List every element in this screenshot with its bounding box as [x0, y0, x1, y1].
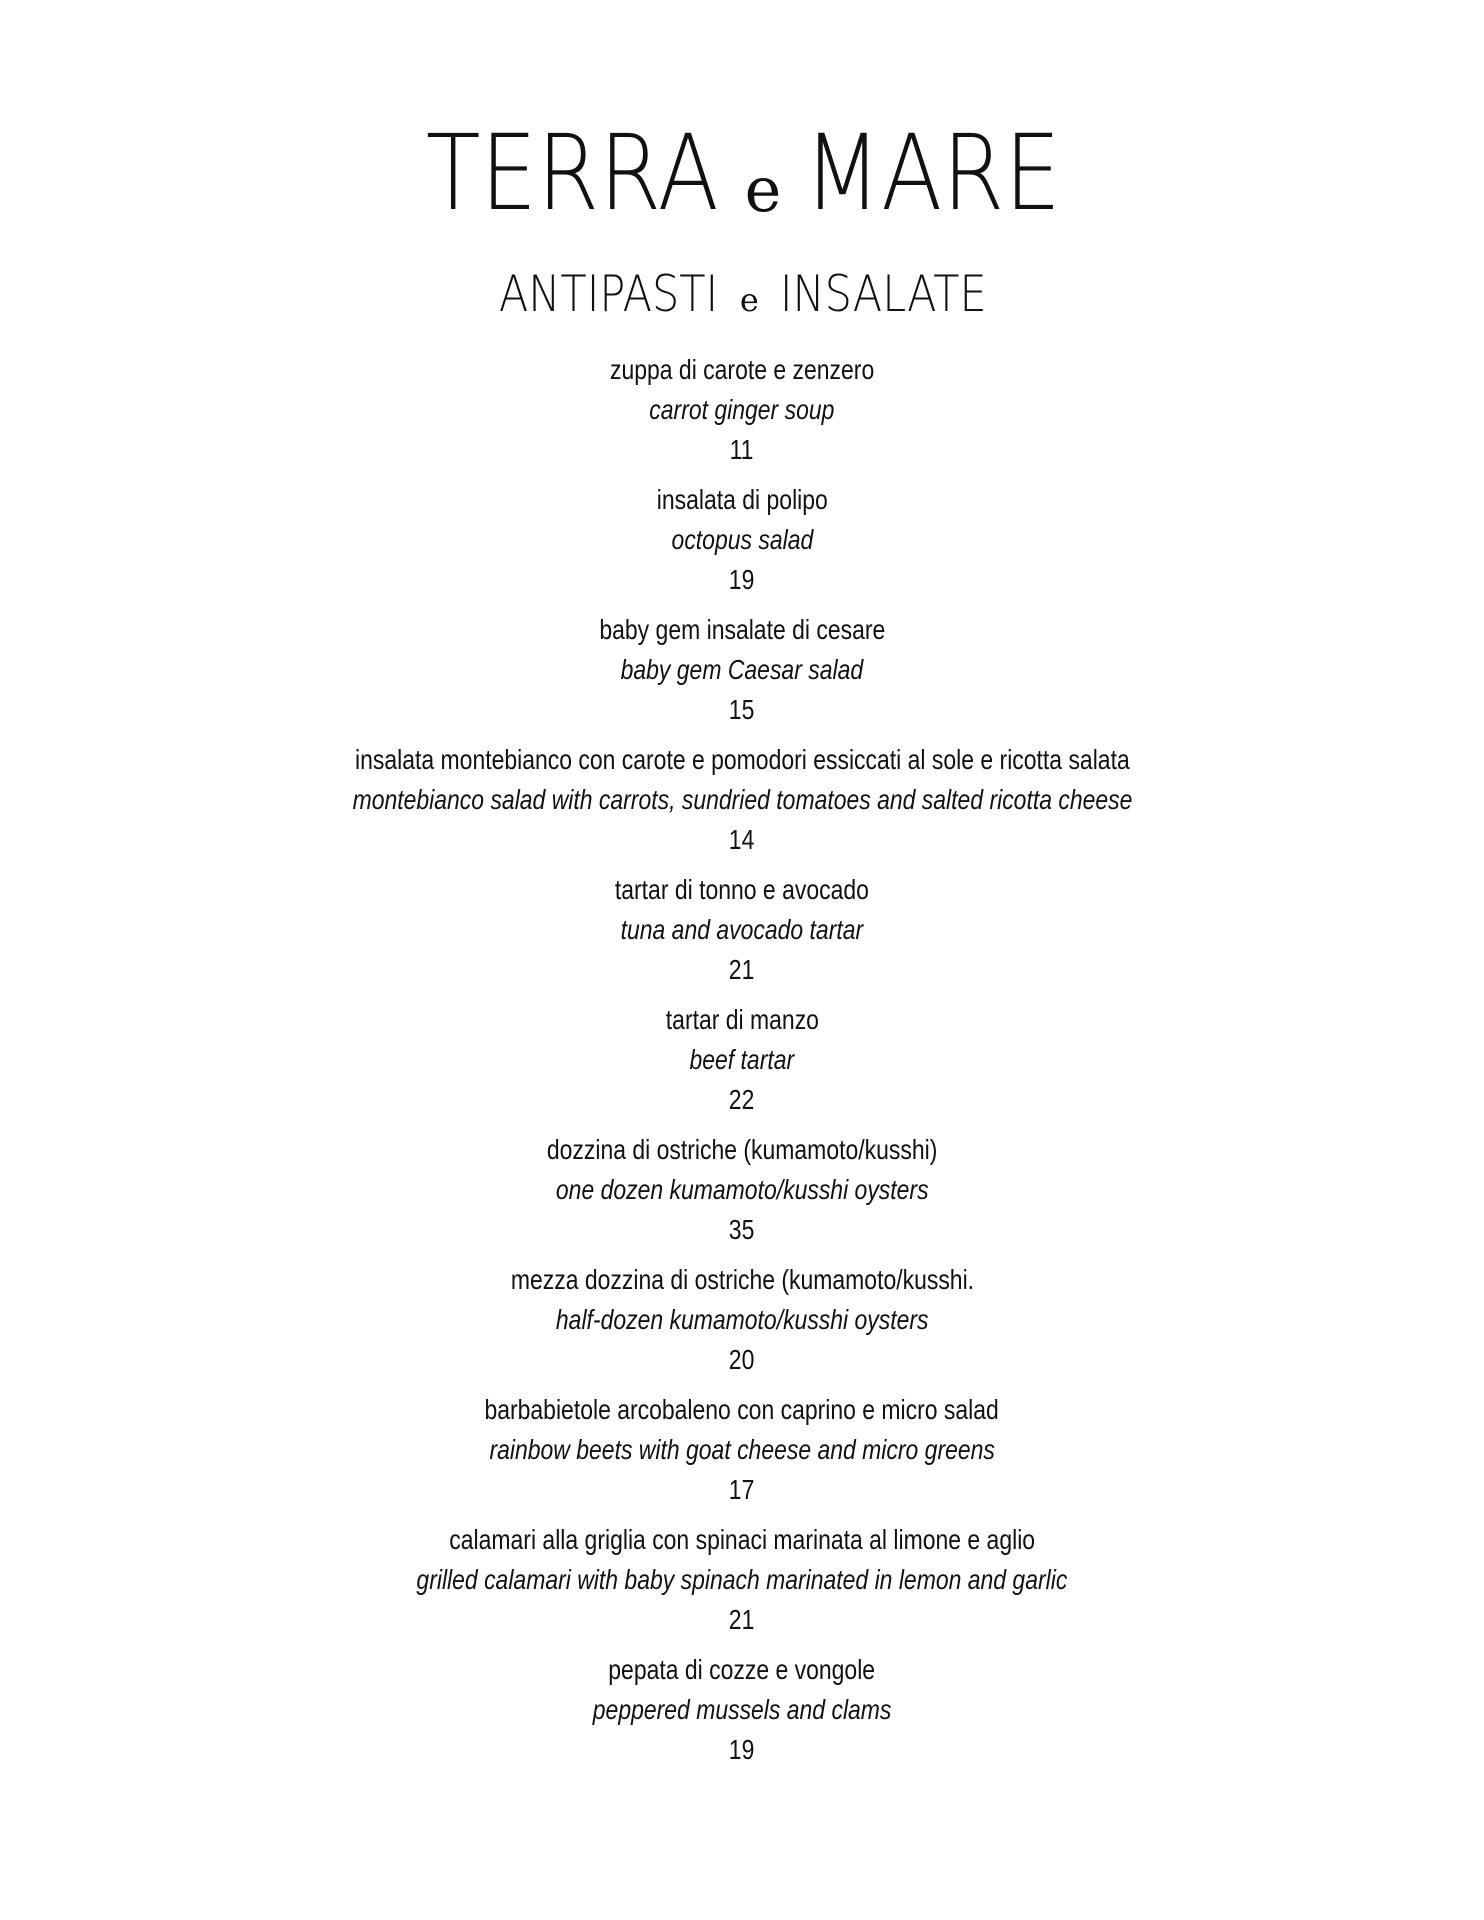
menu-item: [0, 1000, 1484, 1130]
menu-item: [0, 350, 1484, 480]
dish-italian-name: tartar di manzo: [665, 1004, 819, 1035]
menu-item: [0, 1390, 1484, 1520]
dish-italian-name: insalata montebianco con carote e pomodori essiccati al sole e ricotta salata: [354, 744, 1130, 775]
dish-price: 22: [729, 1084, 755, 1115]
dish-italian-name: barbabietole arcobaleno con caprino e micro salad: [484, 1394, 1000, 1425]
dish-italian-name: mezza dozzina di ostriche (kumamoto/kusshi.: [510, 1264, 974, 1295]
dish-price: 15: [729, 694, 755, 725]
menu-item: [0, 870, 1484, 1000]
menu-item: [0, 1260, 1484, 1390]
dish-english-name: one dozen kumamoto/kusshi oysters: [555, 1174, 929, 1205]
dish-english-name: rainbow beets with goat cheese and micro greens: [489, 1434, 995, 1465]
dish-english-name: carrot ginger soup: [649, 394, 835, 425]
dish-english-name: half-dozen kumamoto/kusshi oysters: [555, 1304, 929, 1335]
dish-price: 19: [729, 564, 755, 595]
dish-english-name: montebianco salad with carrots, sundried tomatoes and salted ricotta cheese: [352, 784, 1132, 815]
section-title-part-2: INSALATE: [779, 265, 987, 323]
menu-item: [0, 480, 1484, 610]
dish-price: 14: [729, 824, 755, 855]
dish-price: 17: [729, 1474, 755, 1505]
section-title-part-1: ANTIPASTI: [498, 265, 718, 323]
section-title-connector: e: [739, 281, 759, 319]
menu-item: [0, 1650, 1484, 1780]
dish-english-name: octopus salad: [671, 524, 813, 555]
menu-item: [0, 610, 1484, 740]
dish-italian-name: zuppa di carote e zenzero: [609, 354, 875, 385]
dish-italian-name: insalata di polipo: [656, 484, 828, 515]
brand-connector: e: [744, 153, 782, 226]
dish-price: 35: [729, 1214, 755, 1245]
dish-price: 11: [730, 434, 754, 465]
dish-italian-name: pepata di cozze e vongole: [608, 1654, 876, 1685]
brand-part-2: MARE: [804, 112, 1062, 234]
dish-english-name: beef tartar: [689, 1044, 795, 1075]
menu-list: [0, 350, 1484, 1780]
menu-item: [0, 1130, 1484, 1260]
menu-item: [0, 1520, 1484, 1650]
brand-part-1: TERRA: [425, 112, 719, 234]
dish-price: 19: [729, 1734, 755, 1765]
dish-italian-name: calamari alla griglia con spinaci marinata al limone e aglio: [449, 1524, 1035, 1555]
dish-italian-name: dozzina di ostriche (kumamoto/kusshi): [546, 1134, 938, 1165]
dish-price: 21: [729, 1604, 755, 1635]
dish-english-name: peppered mussels and clams: [592, 1694, 892, 1725]
dish-price: 20: [729, 1344, 755, 1375]
dish-english-name: baby gem Caesar salad: [620, 654, 864, 685]
section-title: [0, 262, 1484, 326]
menu-item: [0, 740, 1484, 870]
dish-italian-name: baby gem insalate di cesare: [599, 614, 885, 645]
restaurant-logo: [0, 112, 1484, 234]
dish-italian-name: tartar di tonno e avocado: [614, 874, 869, 905]
dish-english-name: tuna and avocado tartar: [620, 914, 864, 945]
dish-price: 21: [729, 954, 755, 985]
dish-english-name: grilled calamari with baby spinach marinated in lemon and garlic: [416, 1564, 1068, 1595]
